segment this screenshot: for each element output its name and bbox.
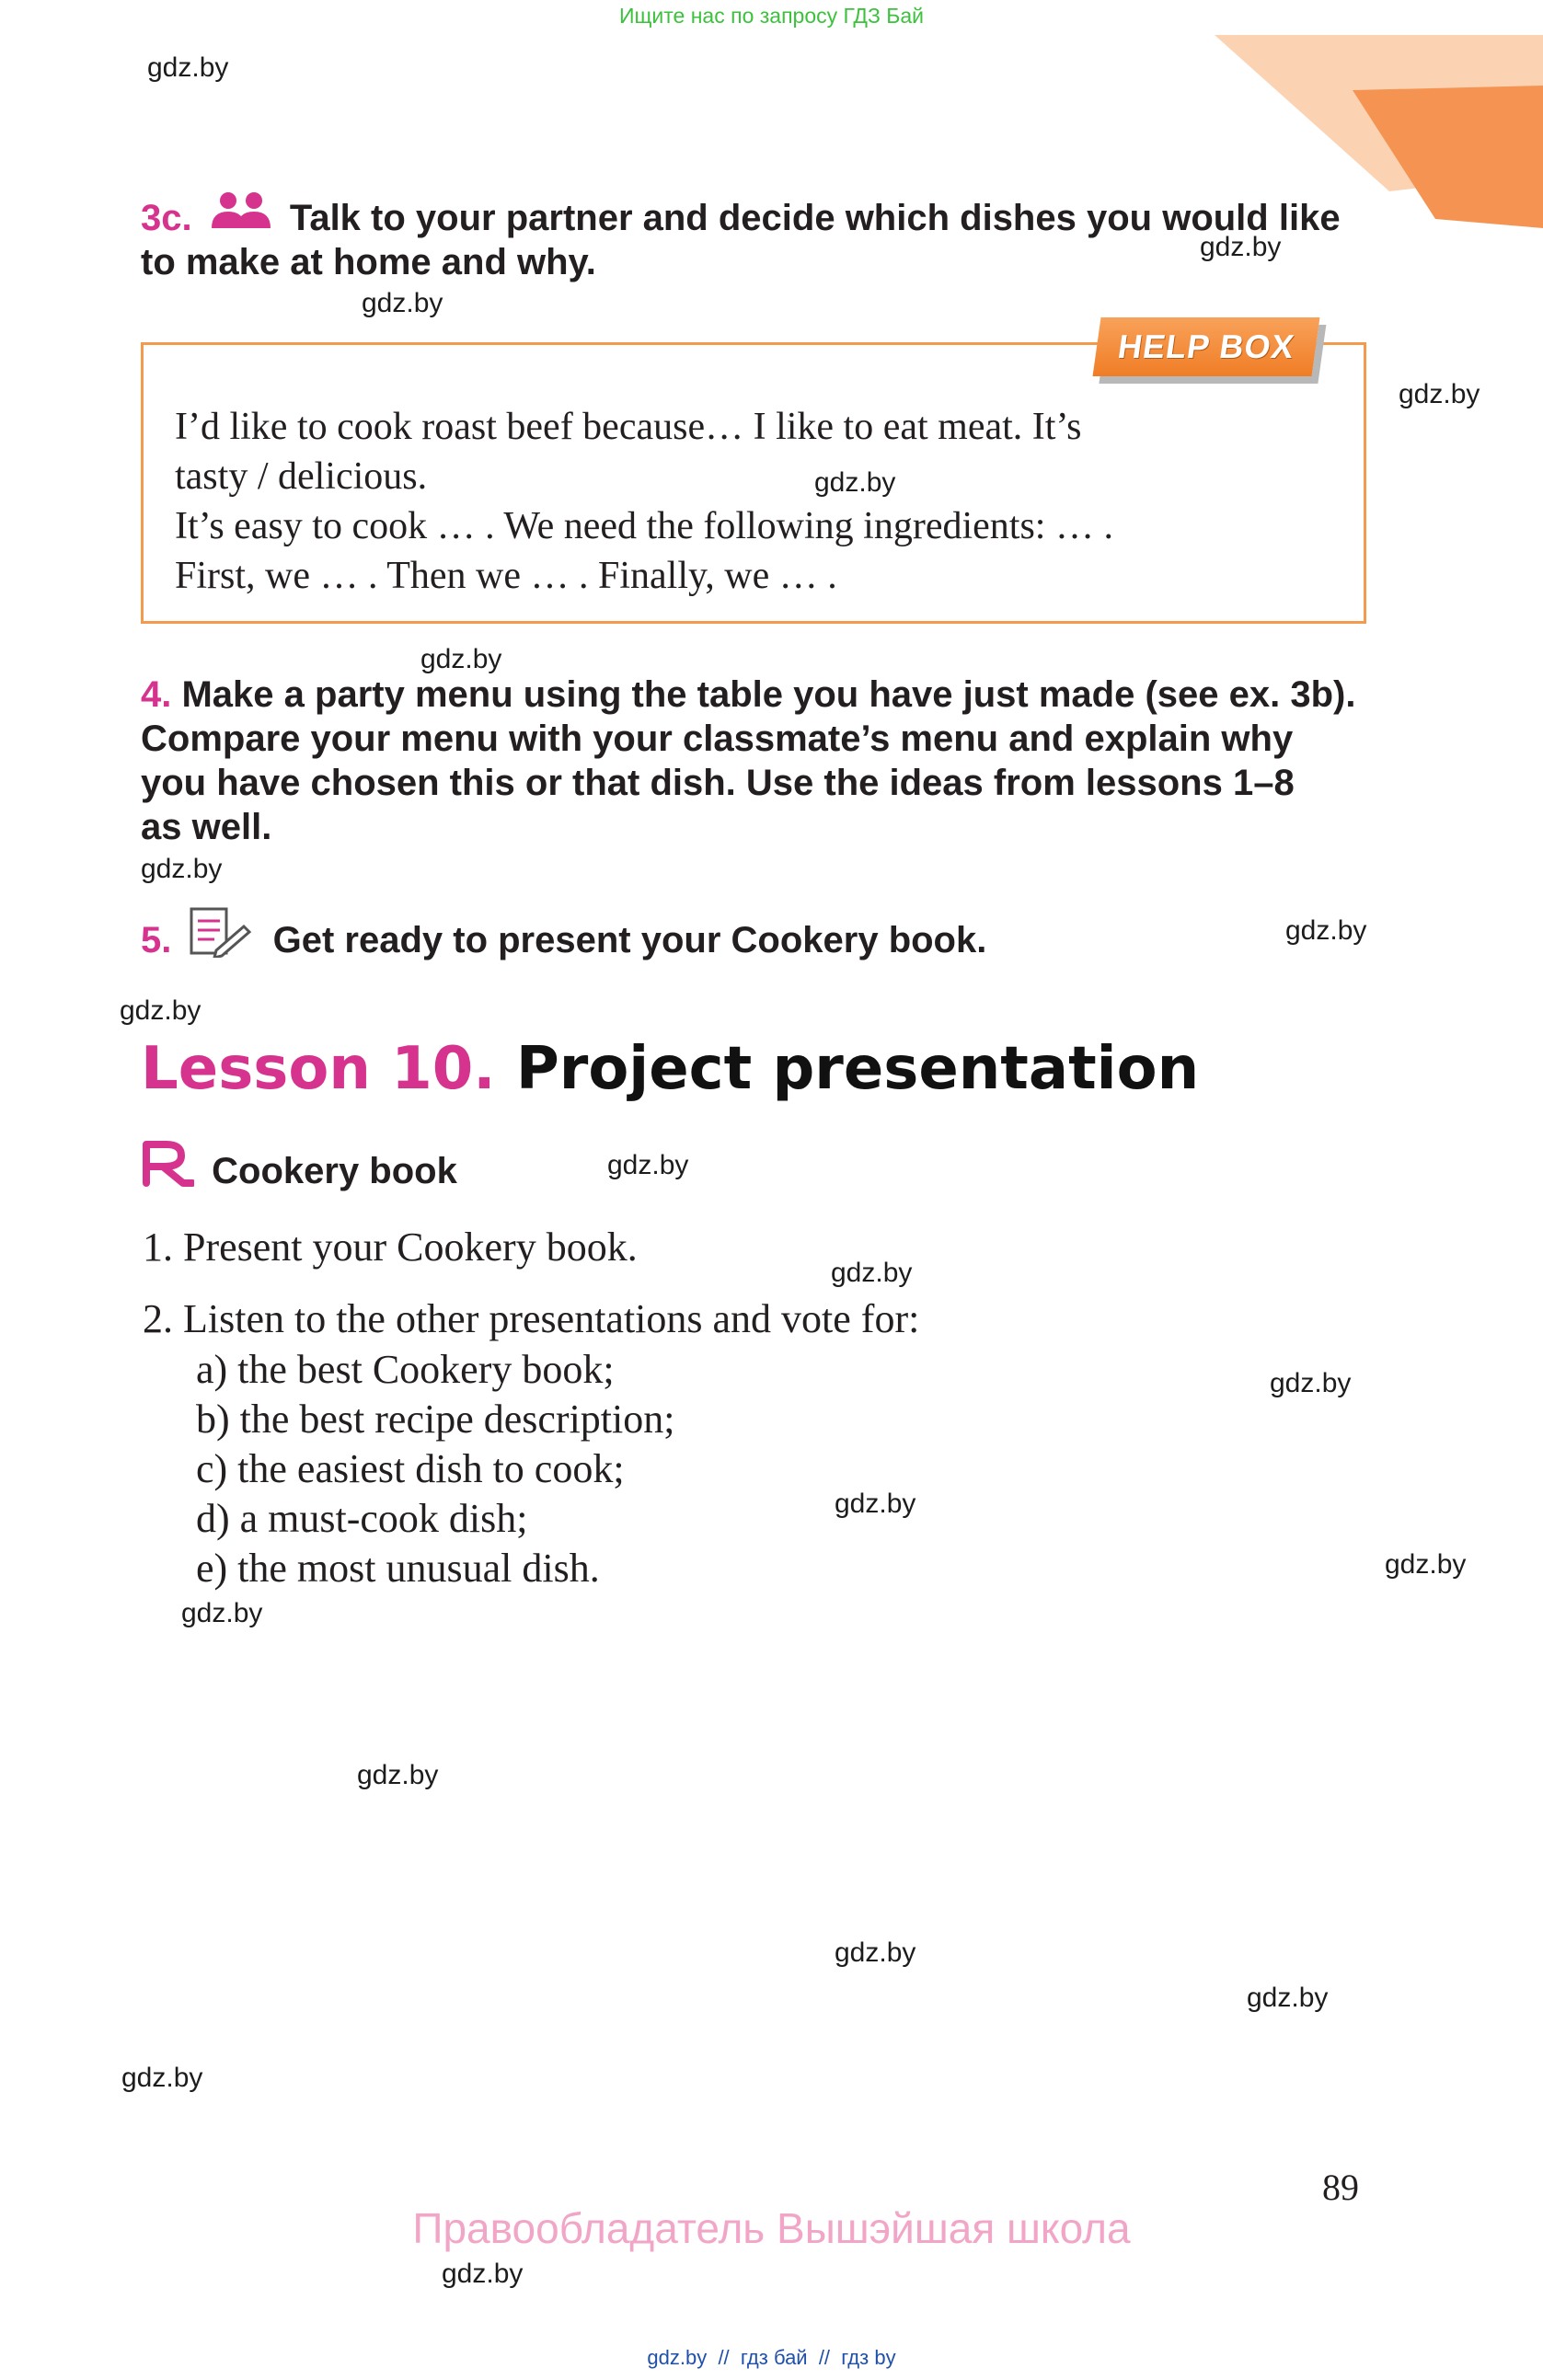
list-item: 1. Present your Cookery book.	[143, 1224, 638, 1270]
watermark: gdz.by	[1270, 1368, 1352, 1398]
help-box-label: HELP BOX	[1093, 317, 1320, 376]
writing-icon	[189, 906, 253, 958]
section-title-text: Cookery book	[212, 1151, 457, 1191]
section-title	[141, 1141, 457, 1192]
copyright: Правообладатель Вышэйшая школа	[412, 2204, 1131, 2252]
watermark: gdz.by	[181, 1598, 263, 1628]
page-number: 89	[1322, 2167, 1359, 2208]
exercise-4	[141, 673, 1374, 849]
watermark: gdz.by	[147, 52, 229, 83]
exercise-text-line: as well.	[141, 807, 272, 847]
help-box-line: tasty / delicious.	[175, 455, 428, 498]
watermark: gdz.by	[1247, 1983, 1329, 2013]
exercise-text-line: Talk to your partner and decide which dishes you would like	[289, 198, 1341, 238]
pair-work-icon	[208, 191, 274, 232]
footer-links: gdz.by // гдз бай // гдз by	[647, 2346, 896, 2369]
exercise-text-line: to make at home and why.	[141, 242, 596, 282]
list-item: c) the easiest dish to cook;	[196, 1446, 625, 1491]
exercise-number: 4.	[141, 674, 172, 715]
watermark: gdz.by	[1200, 232, 1282, 262]
watermark: gdz.by	[442, 2259, 524, 2289]
list-item: b) the best recipe description;	[196, 1397, 675, 1442]
watermark: gdz.by	[1285, 915, 1367, 946]
project-r-icon	[141, 1141, 194, 1187]
lesson-name: Project presentation	[515, 1035, 1200, 1103]
exercise-text: Get ready to present your Cookery book.	[272, 920, 987, 960]
help-box-line: First, we … . Then we … . Finally, we … .	[175, 555, 837, 597]
exercise-number: 3c.	[141, 198, 192, 238]
watermark: gdz.by	[831, 1258, 913, 1288]
watermark: gdz.by	[835, 1937, 916, 1968]
watermark: gdz.by	[362, 288, 443, 318]
top-banner: Ищите нас по запросу ГДЗ Бай	[618, 4, 925, 28]
exercise-text-line: Compare your menu with your classmate’s menu and explain why	[141, 719, 1294, 759]
exercise-text-line: Make a party menu using the table you have just made (see ex. 3b).	[181, 674, 1356, 715]
list-item: d) a must-cook dish;	[196, 1496, 528, 1541]
watermark: gdz.by	[607, 1150, 689, 1180]
watermark: gdz.by	[814, 467, 896, 498]
lesson-number: Lesson 10.	[141, 1035, 496, 1103]
help-box-line: It’s easy to cook … . We need the following ingredients: … .	[175, 505, 1113, 547]
help-box-line: I’d like to cook roast beef because… I like to eat meat. It’s	[175, 406, 1082, 448]
exercise-text-line: you have chosen this or that dish. Use the ideas from lessons 1–8	[141, 763, 1295, 803]
list-item: a) the best Cookery book;	[196, 1347, 615, 1392]
vote-options	[196, 1345, 674, 1593]
watermark: gdz.by	[835, 1489, 916, 1519]
exercise-5	[141, 906, 1374, 962]
watermark: gdz.by	[1399, 379, 1480, 409]
watermark: gdz.by	[120, 995, 202, 1026]
help-box-content	[175, 402, 1353, 601]
lesson-title	[141, 1035, 1199, 1103]
watermark: gdz.by	[420, 644, 502, 674]
list-item: e) the most unusual dish.	[196, 1546, 600, 1591]
exercise-3c	[141, 191, 1374, 284]
watermark: gdz.by	[1385, 1549, 1467, 1580]
watermark: gdz.by	[357, 1760, 439, 1790]
watermark: gdz.by	[121, 2063, 203, 2093]
watermark: gdz.by	[141, 854, 223, 884]
list-item: 2. Listen to the other presentations and vote for:	[143, 1296, 920, 1341]
exercise-number: 5.	[141, 920, 172, 960]
